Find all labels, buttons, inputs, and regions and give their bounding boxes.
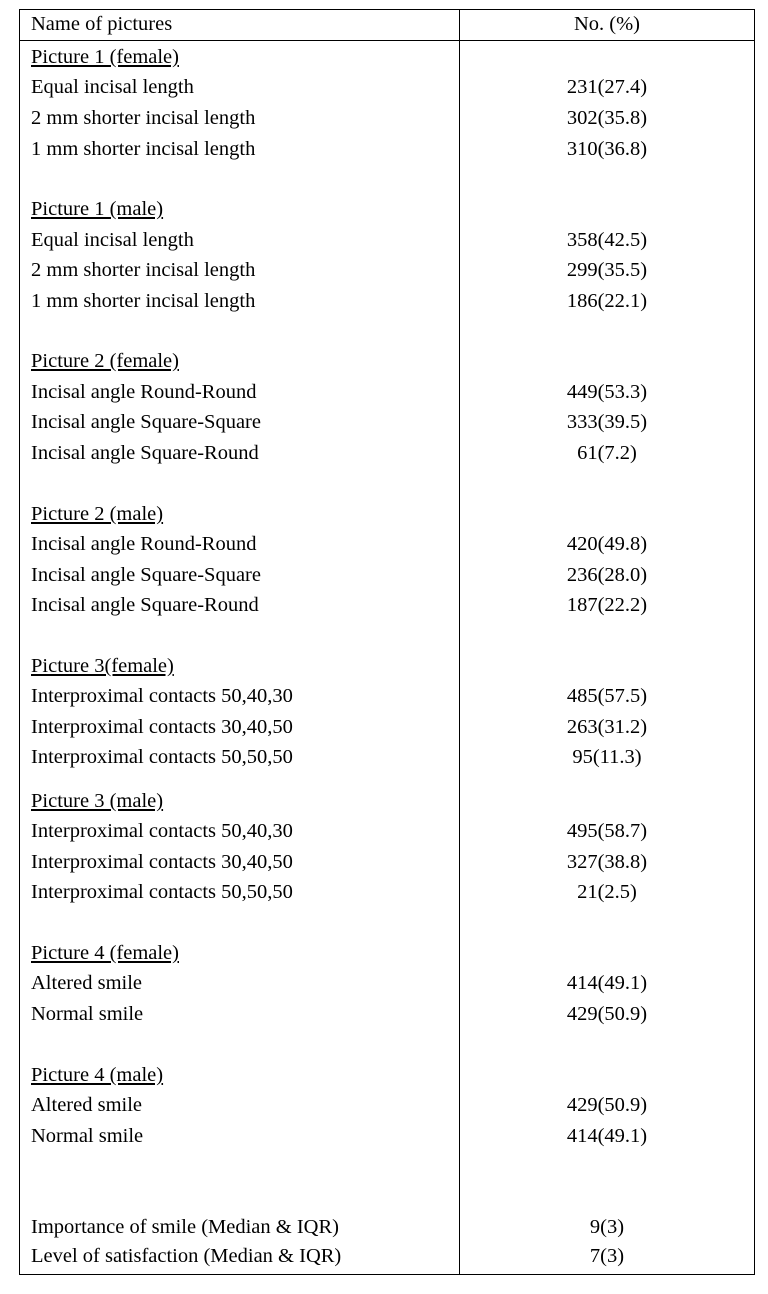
section-title: Picture 1 (female) (31, 46, 179, 68)
row-label: Interproximal contacts 50,50,50 (31, 881, 293, 903)
row-value: 61(7.2) (577, 442, 637, 464)
row-value: 420(49.8) (566, 533, 648, 555)
row-label: Altered smile (31, 972, 143, 994)
row-value: 186(22.1) (566, 290, 648, 312)
header-divider (19, 40, 755, 41)
row-label: Interproximal contacts 50,50,50 (31, 746, 293, 768)
row-label: Incisal angle Square-Square (31, 411, 261, 433)
summary-label-satisfaction: Level of satisfaction (Median & IQR) (31, 1245, 342, 1267)
row-value: 429(50.9) (566, 1094, 648, 1116)
row-label: Altered smile (31, 1094, 143, 1116)
row-value: 21(2.5) (577, 881, 637, 903)
row-label: Normal smile (31, 1003, 144, 1025)
section-title: Picture 3 (male) (31, 790, 164, 812)
row-label: Incisal angle Square-Square (31, 564, 261, 586)
row-value: 333(39.5) (566, 411, 648, 433)
row-value: 414(49.1) (566, 972, 648, 994)
row-value: 327(38.8) (566, 851, 648, 873)
row-label: Incisal angle Square-Round (31, 594, 259, 616)
row-label: Interproximal contacts 50,40,30 (31, 685, 293, 707)
section-title: Picture 1 (male) (31, 198, 164, 220)
row-label: 2 mm shorter incisal length (31, 259, 256, 281)
row-value: 414(49.1) (566, 1125, 648, 1147)
summary-label-importance: Importance of smile (Median & IQR) (31, 1216, 339, 1238)
row-value: 358(42.5) (566, 229, 648, 251)
row-label: Interproximal contacts 30,40,50 (31, 851, 293, 873)
row-label: Equal incisal length (31, 229, 194, 251)
row-label: Equal incisal length (31, 76, 194, 98)
row-label: 1 mm shorter incisal length (31, 138, 256, 160)
row-label: Normal smile (31, 1125, 144, 1147)
row-value: 299(35.5) (566, 259, 648, 281)
row-label: Interproximal contacts 30,40,50 (31, 716, 293, 738)
summary-value-satisfaction: 7(3) (589, 1245, 625, 1267)
row-value: 236(28.0) (566, 564, 648, 586)
summary-value-importance: 9(3) (589, 1216, 625, 1238)
row-value: 187(22.2) (566, 594, 648, 616)
section-title: Picture 4 (female) (31, 942, 179, 964)
row-value: 95(11.3) (572, 746, 642, 768)
row-label: Incisal angle Round-Round (31, 533, 257, 555)
row-label: Incisal angle Round-Round (31, 381, 257, 403)
row-value: 231(27.4) (566, 76, 648, 98)
row-value: 302(35.8) (566, 107, 648, 129)
row-value: 263(31.2) (566, 716, 648, 738)
row-value: 310(36.8) (566, 138, 648, 160)
row-value: 485(57.5) (566, 685, 648, 707)
header-col-name: Name of pictures (31, 13, 173, 35)
row-label: 1 mm shorter incisal length (31, 290, 256, 312)
row-label: 2 mm shorter incisal length (31, 107, 256, 129)
row-label: Interproximal contacts 50,40,30 (31, 820, 293, 842)
column-divider (459, 9, 460, 1275)
row-value: 449(53.3) (566, 381, 648, 403)
section-title: Picture 2 (male) (31, 503, 164, 525)
section-title: Picture 2 (female) (31, 350, 179, 372)
row-value: 429(50.9) (566, 1003, 648, 1025)
row-label: Incisal angle Square-Round (31, 442, 259, 464)
section-title: Picture 4 (male) (31, 1064, 164, 1086)
row-value: 495(58.7) (566, 820, 648, 842)
section-title: Picture 3(female) (31, 655, 174, 677)
header-col-count: No. (%) (573, 13, 641, 35)
